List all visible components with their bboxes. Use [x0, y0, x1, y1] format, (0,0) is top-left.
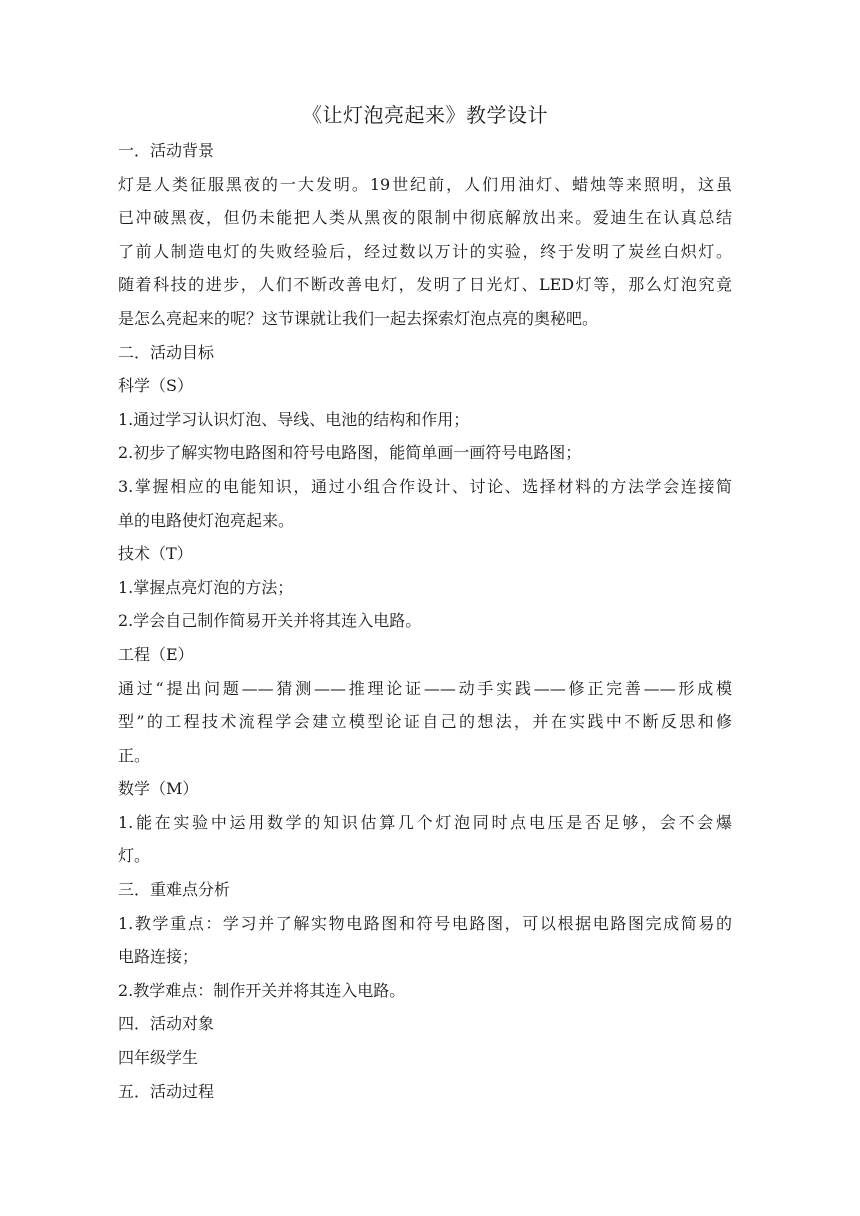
- text-line: 数学（M）: [118, 779, 199, 799]
- text-line: 工程（E）: [118, 644, 194, 664]
- text-line: 是怎么亮起来的呢？这节课就让我们一起去探索灯泡点亮的奥秘吧。: [118, 308, 599, 328]
- text-line: 2.初步了解实物电路图和符号电路图，能简单画一画符号电路图；: [118, 443, 582, 463]
- text-line: 型”的工程技术流程学会建立模型论证自己的想法，并在实践中不断反思和修: [118, 712, 732, 732]
- text-line: 2.学会自己制作简易开关并将其连入电路。: [118, 611, 422, 631]
- text-line: 二．活动目标: [118, 342, 215, 362]
- text-line: 电路连接；: [118, 947, 199, 967]
- document-title: 《让灯泡亮起来》教学设计: [302, 103, 548, 127]
- text-line: 1.教学重点：学习并了解实物电路图和符号电路图，可以根据电路图完成简易的: [118, 913, 732, 933]
- text-line: 四年级学生: [118, 1048, 199, 1068]
- text-line: 了前人制造电灯的失败经验后，经过数以万计的实验，终于发明了炭丝白炽灯。: [118, 241, 732, 261]
- text-line: 通过“提出问题——猜测——推理论证——动手实践——修正完善——形成模: [118, 678, 732, 698]
- text-line: 已冲破黑夜，但仍未能把人类从黑夜的限制中彻底解放出来。爱迪生在认真总结: [118, 208, 732, 228]
- text-line: 正。: [118, 745, 151, 765]
- text-line: 2.教学难点：制作开关并将其连入电路。: [118, 980, 406, 1000]
- text-line: 灯。: [118, 846, 151, 866]
- text-line: 四．活动对象: [118, 1014, 215, 1034]
- text-line: 1.通过学习认识灯泡、导线、电池的结构和作用；: [118, 409, 470, 429]
- text-line: 五．活动过程: [118, 1081, 215, 1101]
- text-line: 科学（S）: [118, 376, 193, 396]
- text-line: 三．重难点分析: [118, 880, 231, 900]
- text-line: 3.掌握相应的电能知识，通过小组合作设计、讨论、选择材料的方法学会连接简: [118, 476, 732, 496]
- text-lines: [118, 134, 732, 1108]
- text-line: 灯是人类征服黑夜的一大发明。19世纪前，人们用油灯、蜡烛等来照明，这虽: [118, 174, 732, 194]
- document-body: [118, 100, 732, 1108]
- text-line: 技术（T）: [118, 544, 193, 564]
- text-line: 单的电路使灯泡亮起来。: [118, 510, 295, 530]
- text-line: 1.能在实验中运用数学的知识估算几个灯泡同时点电压是否足够，会不会爆: [118, 812, 732, 832]
- text-line: 一．活动背景: [118, 141, 215, 160]
- text-line: 随着科技的进步，人们不断改善电灯，发明了日光灯、LED灯等，那么灯泡究竟: [118, 275, 732, 295]
- text-line: 1.掌握点亮灯泡的方法；: [118, 577, 294, 597]
